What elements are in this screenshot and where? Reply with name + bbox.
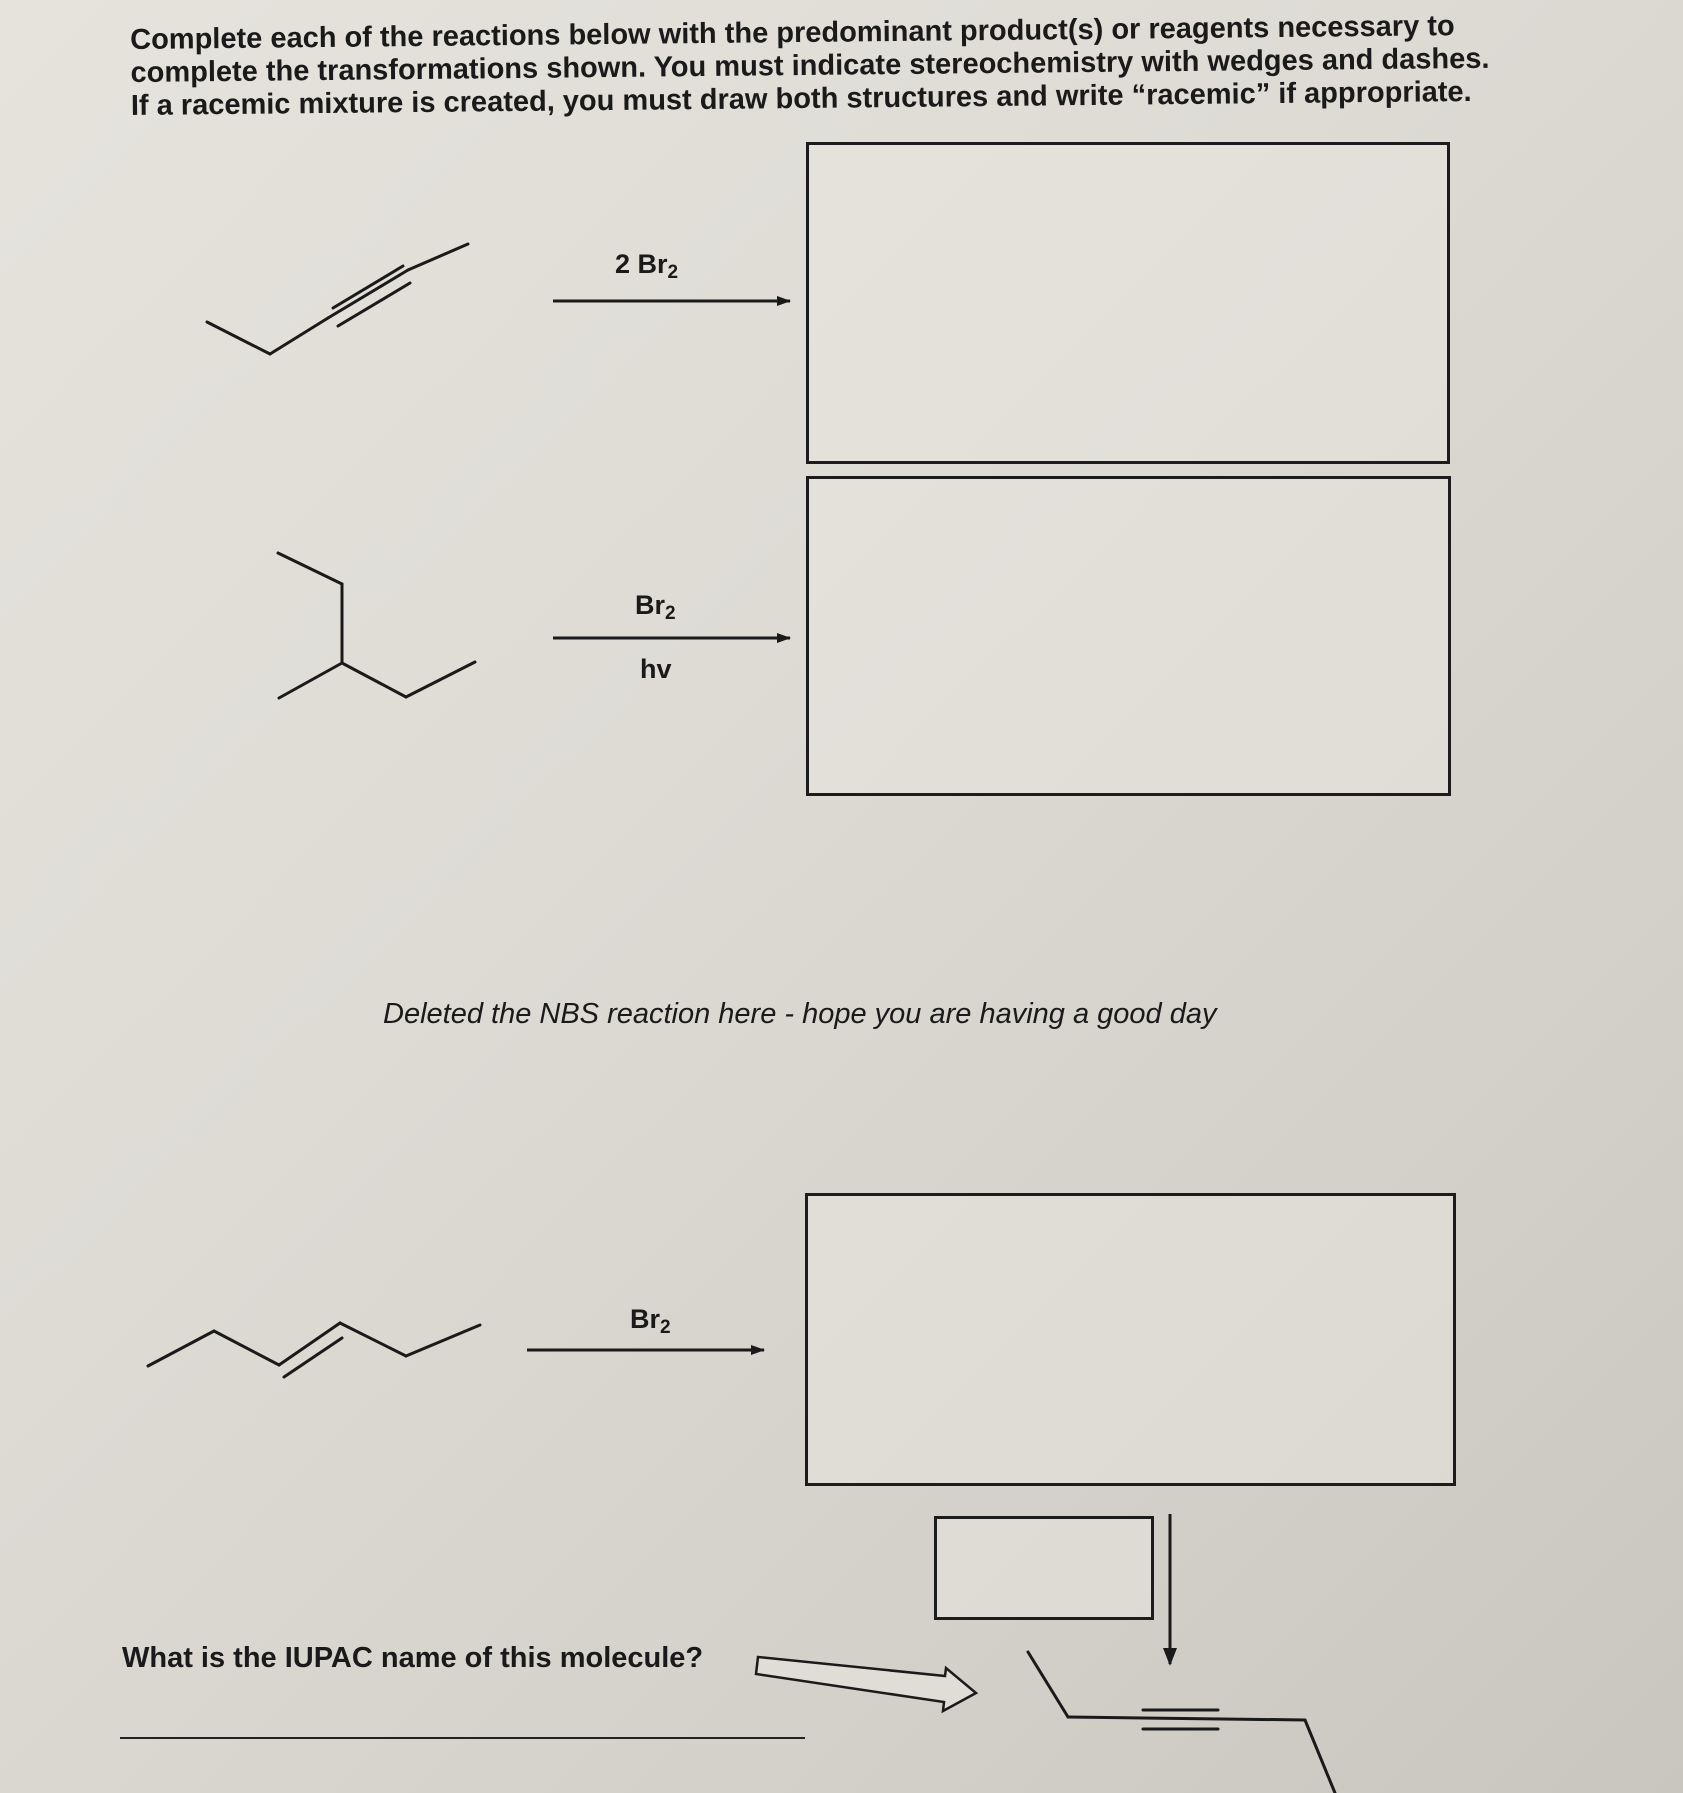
molecule-to-name (1028, 1652, 1335, 1793)
reagent-1-subscript: 2 (667, 262, 679, 283)
iupac-answer-line[interactable] (120, 1737, 805, 1739)
instructions-line-2: complete the transformations shown. You must indicate stereochemistry with wedges and dashes. (130, 42, 1490, 89)
reagent-2-formula: Br (635, 590, 666, 620)
instructions-line-1: Complete each of the reactions below with the predominant product(s) or reagents necessary to (130, 10, 1455, 56)
reagent-label-1 (615, 249, 678, 284)
branched-alkane-structure (278, 553, 475, 698)
reagent-3-subscript: 2 (660, 1317, 671, 1338)
answer-box-1[interactable] (806, 142, 1450, 464)
instructions-line-3: If a racemic mixture is created, you must draw both structures and write “racemic” if appropriate. (130, 75, 1472, 122)
deleted-reaction-note: Deleted the NBS reaction here - hope you are having a good day (383, 998, 1217, 1030)
down-arrow-head (1163, 1648, 1177, 1666)
reagent-1-formula: 2 Br (615, 249, 668, 279)
alkene-structure (148, 1323, 480, 1377)
iupac-question: What is the IUPAC name of this molecule? (122, 1642, 704, 1674)
reagent-label-3 (630, 1304, 671, 1339)
hollow-arrow-icon (756, 1657, 976, 1711)
condition-label-2: hv (640, 654, 672, 684)
reagent-label-2 (635, 590, 676, 625)
answer-box-3[interactable] (805, 1193, 1456, 1486)
answer-box-2[interactable] (806, 476, 1451, 796)
reagent-2-subscript: 2 (665, 603, 676, 624)
small-answer-box[interactable] (934, 1516, 1154, 1620)
reagent-3-formula: Br (630, 1304, 661, 1334)
alkyne-structure (207, 244, 468, 354)
